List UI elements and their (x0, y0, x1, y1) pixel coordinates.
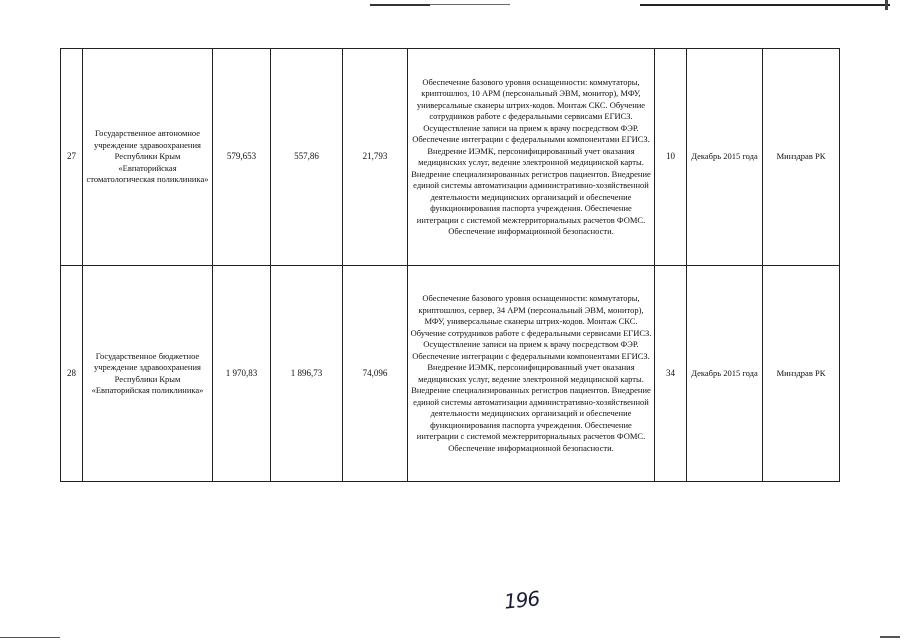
responsible-executor: Минздрав РК (763, 49, 840, 266)
scan-artifacts-top (0, 0, 905, 10)
deadline: Декабрь 2015 года (687, 49, 763, 266)
row-number: 28 (61, 266, 83, 482)
institution-name: Государственное бюджетное учреждение здравоохранения Республики Крым «Евпаторийская поликлиника» (83, 266, 213, 482)
total-amount: 579,653 (213, 49, 271, 266)
institution-name: Государственное автономное учреждение здравоохранения Республики Крым «Евпаторийская стоматологическая поликлиника» (83, 49, 213, 266)
responsible-executor: Минздрав РК (763, 266, 840, 482)
deadline: Декабрь 2015 года (687, 266, 763, 482)
total-amount: 1 970,83 (213, 266, 271, 482)
row-number: 27 (61, 49, 83, 266)
handwritten-page-number: 196 (502, 586, 541, 614)
table-row (61, 49, 840, 266)
federal-amount: 1 896,73 (271, 266, 343, 482)
activity-description: Обеспечение базового уровня оснащенности: коммутаторы, криптошлюз, сервер, 34 АРМ (персональный ЭВМ, монитор), МФУ, универсальные сканеры штрих-кодов. Монтаж СКС. Обучение сотрудников работе с федеральными сервисами ЕГИСЗ. Осуществление записи на прием к врачу посредством ФЭР. Обеспечение интеграции с федеральными компонентами ЕГИСЗ. Внедрение ИЭМК, персонифицированный учет оказания медицинских услуг, ведение электронной медицинской карты. Внедрение специализированных регистров пациентов. Внедрение единой системы автоматизации административно-хозяйственной деятельности медицинских организаций и обеспечение функционирования паспорта учреждения. Обеспечение интеграции с системой межтерриториальных расчетов ФОМС. Обеспечение информационной безопасности. (408, 266, 655, 482)
activity-description: Обеспечение базового уровня оснащенности: коммутаторы, криптошлюз, 10 АРМ (персональный ЭВМ, монитор), МФУ, универсальные сканеры штрих-кодов. Монтаж СКС. Обучение сотрудников работе с федеральными сервисами ЕГИСЗ. Осуществление записи на прием к врачу посредством ФЭР. Обеспечение интеграции с федеральными компонентами ЕГИСЗ. Внедрение ИЭМК, персонифицированный учет оказания медицинских услуг, ведение электронной медицинской карты. Внедрение специализированных регистров пациентов. Внедрение единой системы автоматизации административно-хозяйственной деятельности медицинских организаций и обеспечение функционирования паспорта учреждения. Обеспечение интеграции с системой межтерриториальных расчетов ФОМС. Обеспечение информационной безопасности. (408, 49, 655, 266)
scan-artifacts-bottom (0, 636, 905, 640)
federal-amount: 557,86 (271, 49, 343, 266)
workstation-count: 34 (655, 266, 687, 482)
table-row (61, 266, 840, 482)
workstation-count: 10 (655, 49, 687, 266)
regional-amount: 74,096 (343, 266, 408, 482)
regional-amount: 21,793 (343, 49, 408, 266)
activities-table (60, 48, 840, 482)
